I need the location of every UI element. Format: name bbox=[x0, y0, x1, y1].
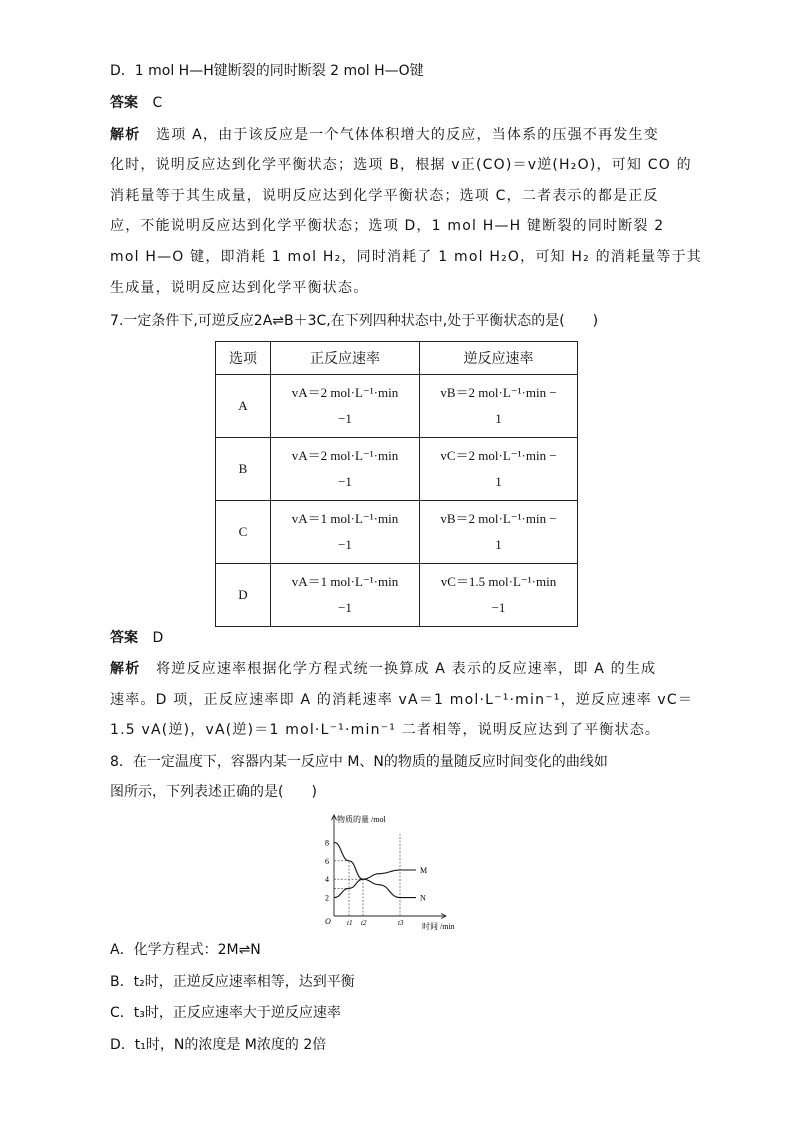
series-label-n: N bbox=[420, 893, 426, 903]
header-forward-rate: 正反应速率 bbox=[271, 342, 420, 375]
analysis7-line3: 1.5 vA(逆)，vA(逆)＝1 mol·L⁻¹·min⁻¹ 二者相等，说明反应达到了平衡状态。 bbox=[110, 722, 661, 738]
y-tick-label: 4 bbox=[325, 875, 329, 885]
y-axis-label: 物质的量 /mol bbox=[337, 815, 386, 824]
q8-option-b: B．t₂时，正逆反应速率相等，达到平衡 bbox=[110, 974, 355, 990]
forward-cell: vA＝1 mol·L⁻¹·min −1 bbox=[271, 564, 420, 627]
rate-table bbox=[215, 341, 578, 627]
q8-option-c: C．t₃时，正反应速率大于逆反应速率 bbox=[110, 1005, 341, 1021]
analysis7-line1: 解析 将逆反应速率根据化学方程式统一换算成 A 表示的反应速率，即 A 的生成 bbox=[110, 661, 657, 677]
q7-stem: 7.一定条件下,可逆反应2A⇌B＋3C,在下列四种状态中,处于平衡状态的是( ) bbox=[110, 313, 599, 329]
header-option: 选项 bbox=[216, 342, 271, 375]
table-row bbox=[216, 438, 578, 501]
x-tick-label: t2 bbox=[361, 919, 367, 927]
answer6 bbox=[110, 93, 690, 113]
answer7 bbox=[110, 628, 690, 648]
table-row bbox=[216, 501, 578, 564]
option-cell: A bbox=[216, 375, 271, 438]
reverse-cell: vB＝2 mol·L⁻¹·min − 1 bbox=[420, 501, 578, 564]
reverse-cell: vC＝1.5 mol·L⁻¹·min −1 bbox=[420, 564, 578, 627]
option-cell: D bbox=[216, 564, 271, 627]
answer7-value: D bbox=[152, 630, 164, 646]
analysis7-label: 解析 bbox=[110, 661, 141, 677]
analysis6-label: 解析 bbox=[110, 127, 141, 143]
x-tick-label: t3 bbox=[398, 919, 404, 927]
q8-stem-line2: 图所示，下列表述正确的是( ) bbox=[110, 784, 317, 800]
q8-option-d: D．t₁时，N的浓度是 M浓度的 2倍 bbox=[110, 1037, 327, 1053]
table-row bbox=[216, 375, 578, 438]
table-row bbox=[216, 564, 578, 627]
table-header-row bbox=[216, 342, 578, 375]
reverse-cell: vC＝2 mol·L⁻¹·min − 1 bbox=[420, 438, 578, 501]
q8-stem-line1: 8．在一定温度下，容器内某一反应中 M、N的物质的量随反应时间变化的曲线如 bbox=[110, 754, 608, 770]
analysis6-line1: 解析 选项 A，由于该反应是一个气体体积增大的反应，当体系的压强不再发生变 bbox=[110, 127, 659, 143]
y-tick-label: 2 bbox=[325, 893, 329, 903]
x-tick-label: t1 bbox=[347, 919, 353, 927]
y-tick-label: 6 bbox=[325, 856, 329, 866]
option-cell: B bbox=[216, 438, 271, 501]
origin-label: O bbox=[325, 917, 331, 926]
y-tick-label: 8 bbox=[325, 838, 329, 848]
series-label-m: M bbox=[420, 866, 428, 875]
header-reverse-rate: 逆反应速率 bbox=[420, 342, 578, 375]
analysis6-line3: 消耗量等于其生成量，说明反应达到化学平衡状态；选项 C，二者表示的都是正反 bbox=[110, 188, 659, 204]
analysis6-line5: mol H—O 键，即消耗 1 mol H₂，同时消耗了 1 mol H₂O，可知 H₂ 的消耗量等于其 bbox=[110, 249, 702, 265]
forward-cell: vA＝2 mol·L⁻¹·min −1 bbox=[271, 438, 420, 501]
answer6-label: 答案 bbox=[110, 95, 138, 111]
analysis7-line2: 速率。D 项，正反应速率即 A 的消耗速率 vA＝1 mol·L⁻¹·min⁻¹，逆反应速率 vC＝ bbox=[110, 692, 694, 708]
analysis6-line4: 应，不能说明反应达到化学平衡状态；选项 D，1 mol H—H 键断裂的同时断裂 2 bbox=[110, 218, 665, 234]
analysis6-line2: 化时，说明反应达到化学平衡状态；选项 B，根据 v正(CO)＝v逆(H₂O)，可知 CO 的 bbox=[110, 157, 692, 173]
q8-option-a: A．化学方程式：2M⇌N bbox=[110, 942, 261, 958]
q6-option-d: D．1 mol H—H键断裂的同时断裂 2 mol H—O键 bbox=[110, 63, 424, 79]
option-cell: C bbox=[216, 501, 271, 564]
moles-time-chart bbox=[314, 812, 474, 934]
answer6-value: C bbox=[152, 95, 163, 111]
reverse-cell: vB＝2 mol·L⁻¹·min − 1 bbox=[420, 375, 578, 438]
analysis6-line6: 生成量，说明反应达到化学平衡状态。 bbox=[110, 280, 369, 296]
x-axis-label: 时间 /min bbox=[422, 922, 455, 931]
forward-cell: vA＝2 mol·L⁻¹·min −1 bbox=[271, 375, 420, 438]
forward-cell: vA＝1 mol·L⁻¹·min −1 bbox=[271, 501, 420, 564]
answer7-label: 答案 bbox=[110, 630, 138, 646]
